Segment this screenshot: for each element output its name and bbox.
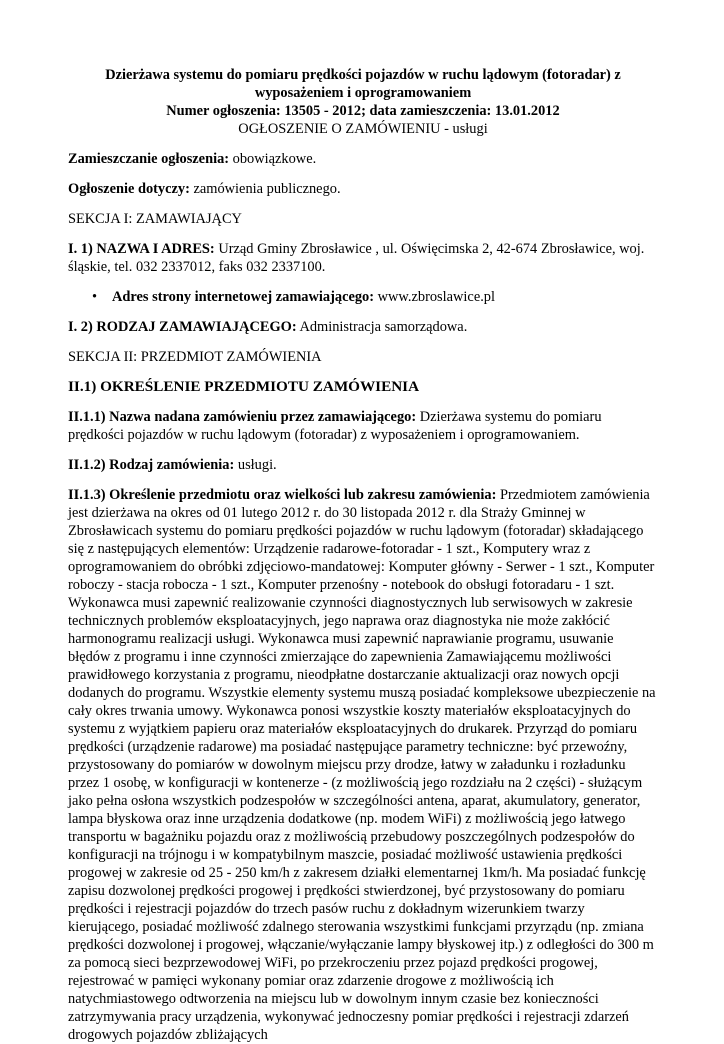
announcement-number: Numer ogłoszenia: 13505 - 2012; data zamieszczenia: 13.01.2012 [166,103,560,119]
item-111-value: Dzierżawa systemu do pomiaru prędkości pojazdów w ruchu lądowym (fotoradar) z wyposażeniem i oprogramowaniem. [68,409,602,443]
item-112-value: usługi. [234,457,277,473]
section2-title: SEKCJA II: PRZEDMIOT ZAMÓWIENIA [68,349,322,365]
publication-value: obowiązkowe. [229,151,317,167]
website-label: Adres strony internetowej zamawiającego: [112,289,375,305]
notice-type: OGŁOSZENIE O ZAMÓWIENIU - usługi [238,121,488,137]
concerns-value: zamówienia publicznego. [189,181,341,197]
document-title-line2: wyposażeniem i oprogramowaniem [254,85,472,101]
name-address-field [68,240,658,276]
item-112 [68,456,658,474]
item-111 [68,408,658,444]
item-111-label: II.1.1) Nazwa nadana zamówieniu przez zamawiającego: [68,409,417,425]
name-address-value: Urząd Gminy Zbrosławice , ul. Oświęcimska 2, 42-674 Zbrosławice, woj. śląskie, tel. 032 2337012, faks 032 2337100. [68,241,645,275]
section1-title: SEKCJA I: ZAMAWIAJĄCY [68,211,242,227]
publication-field [68,150,658,168]
document-header [68,66,658,138]
item-112-label: II.1.2) Rodzaj zamówienia: [68,457,235,473]
website-list [68,288,658,306]
item-113-value: Przedmiotem zamówienia jest dzierżawa na okres od 01 lutego 2012 r. do 30 listopada 2012 r. dla Straży Gminnej w Zbrosławicach systemu do pomiaru prędkości pojazdów w ruchu lądowym (fotoradar) składającego się z następujących elementów: Urządzenie radarowe-fotoradar - 1 szt., Komputery wraz z oprogramowaniem do obróbki zdjęciowo-mandatowej: Komputer główny - Serwer - 1 szt., Komputer roboczy - stacja robocza - 1 szt., Komputer przenośny - notebook do obsługi fotoradaru - 1 szt. Wykonawca musi zapewnić realizowanie czynności diagnostycznych lub serwisowych w zakresie technicznych problemów eksploatacyjnych, jego naprawa oraz diagnostyka nie może zakłócić harmonogramu realizacji usługi. Wykonawca musi zapewnić naprawianie programu, usuwanie błędów z programu i inne czynności zmierzające do zapewnienia Zamawiającemu możliwości prawidłowego korzystania z programu, nieodpłatne dostarczanie aktualizacji oraz nowych opcji dodanych do programu. Wszystkie elementy systemu muszą posiadać kompleksowe ubezpieczenie na cały okres trwania umowy. Wykonawca ponosi wszystkie koszty materiałów eksploatacyjnych do systemu z wyjątkiem papieru oraz materiałów eksploatacyjnych do drukarek. Przyrząd do pomiaru prędkości (urządzenie radarowe) ma posiadać następujące parametry techniczne: być przewoźny, przystosowany do pomiarów w dowolnym miejscu przy drodze, łatwy w załadunku i rozładunku przez 1 osobę, w konfiguracji w kontenerze - (z możliwością jego rozdziału na 2 części) - służącym jako pełna osłona wszystkich podzespołów w szczególności antena, aparat, akumulatory, generator, lampa błyskowa oraz inne urządzenia dodatkowe (np. modem WiFi) z możliwością jego łatwego transportu w bagażniku pojazdu oraz z możliwością przebudowy poszczególnych podzespołów do konfiguracji na trójnogu i w kompatybilnym maszcie, posiadać możliwość ustawienia prędkości progowej w zakresie od 25 - 250 km/h z zakresem działki elementarnej 1km/h. Ma posiadać funkcję zapisu dozwolonej prędkości progowej i prędkości stwierdzonej, być przystosowany do pomiaru prędkości i rejestracji pojazdów do trzech pasów ruchu z dokładnym wizerunkiem twarzy kierującego, posiadać możliwość zdalnego sterowania wszystkimi funkcjami przyrządu (np. zmiana prędkości dozwolonej i progowej, włączanie/wyłączanie lampy błyskowej itp.) z odległości do 300 m za pomocą sieci bezprzewodowej WiFi, po przekroczeniu przez pojazd prędkości progowej, rejestrować w pamięci wykonany pomiar oraz zdarzenie drogowe z możliwością ich natychmiastowego odtworzenia na miejscu lub w dowolnym innym czasie bez konieczności zatrzymywania pracy urządzenia, wykonywać jednoczesny pomiar prędkości i rejestracji zdarzeń drogowych pojazdów zbliżających [68,487,656,1043]
bullet-icon: • [92,289,98,305]
document-title-line1: Dzierżawa systemu do pomiaru prędkości pojazdów w ruchu lądowym (fotoradar) z [105,67,621,83]
website-value[interactable]: www.zbroslawice.pl [374,289,495,305]
publication-label: Zamieszczanie ogłoszenia: [68,151,230,167]
concerns-field [68,180,658,198]
item-113 [68,486,658,1044]
contracting-type-label: I. 2) RODZAJ ZAMAWIAJĄCEGO: [68,319,297,335]
subject-definition-title: II.1) OKREŚLENIE PRZEDMIOTU ZAMÓWIENIA [68,378,420,395]
item-113-label: II.1.3) Określenie przedmiotu oraz wielkości lub zakresu zamówienia: [68,487,497,503]
concerns-label: Ogłoszenie dotyczy: [68,181,190,197]
contracting-type-field [68,318,658,336]
contracting-type-value: Administracja samorządowa. [296,319,468,335]
document-page [68,66,658,1044]
website-item [92,288,658,306]
name-address-label: I. 1) NAZWA I ADRES: [68,241,215,257]
